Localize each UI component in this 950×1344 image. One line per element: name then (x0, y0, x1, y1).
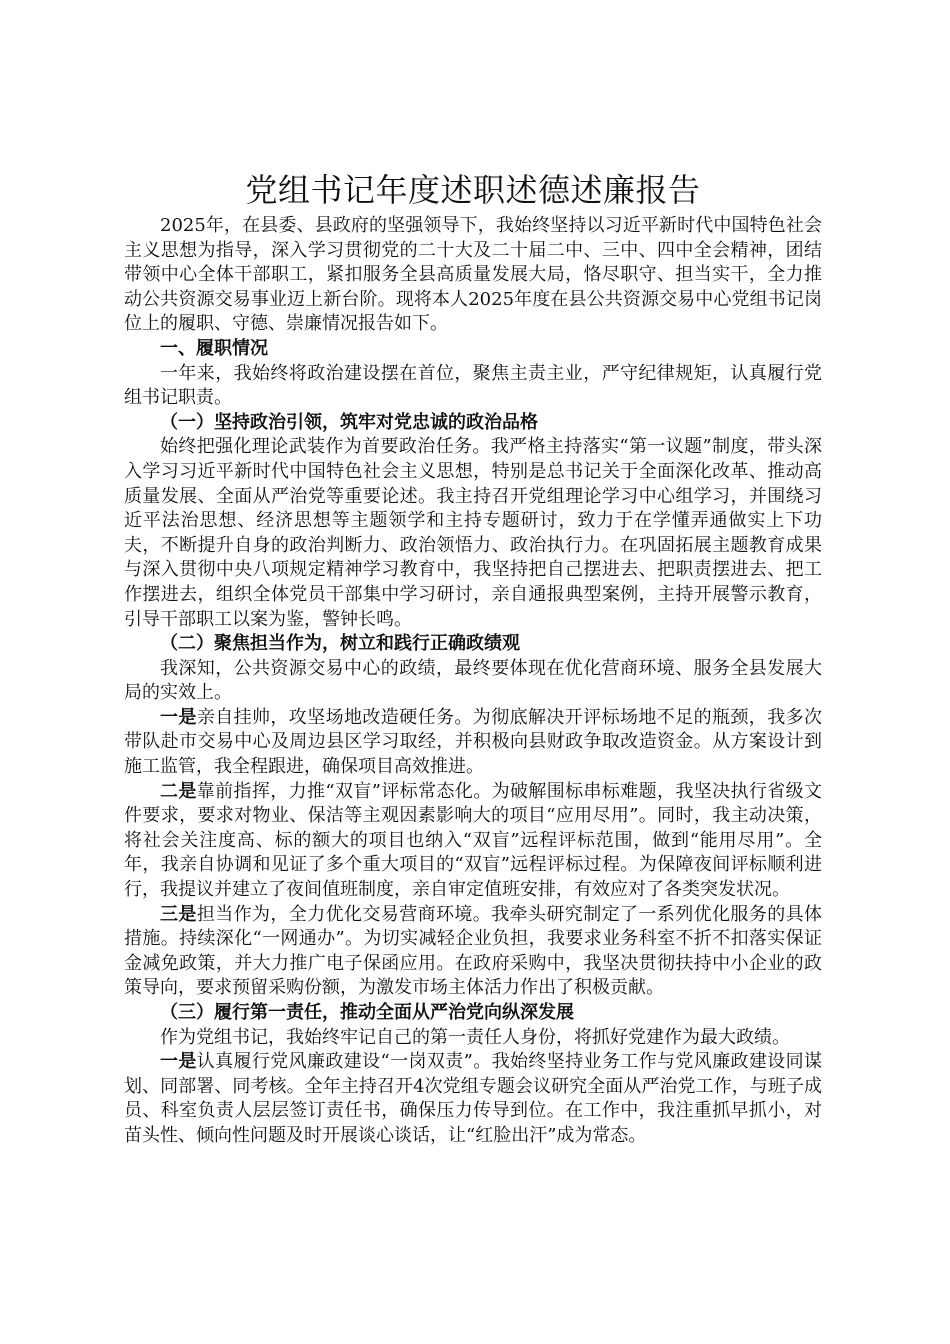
intro-paragraph: 2025年，在县委、县政府的坚强领导下，我始终坚持以习近平新时代中国特色社会主义思想为指导，深入学习贯彻党的二十大及二十届二中、三中、四中全会精神，团结带领中心全体干部职工，紧扣服务全县高质量发展大局，恪尽职守、担当实干，全力推动公共资源交易事业迈上新台阶。现将本人2025年度在县公共资源交易中心党组书记岗位上的履职、守德、崇廉情况报告如下。 (124, 215, 822, 335)
list-item-paragraph (124, 780, 822, 903)
subsection-heading: （三）履行第一责任，推动全面从严治党向纵深发展 (160, 1002, 574, 1023)
list-item-paragraph (124, 1050, 822, 1148)
list-item-lead: 一是 (160, 706, 197, 728)
subsection-intro-paragraph: 作为党组书记，我始终牢记自己的第一责任人身份，将抓好党建作为最大政绩。 (160, 1026, 790, 1048)
list-item-body: 亲自挂帅，攻坚场地改造硬任务。为彻底解决开评标场地不足的瓶颈，我多次带队赴市交易中心及周边县区学习取经，并积极向县财政争取改造资金。从方案设计到施工监管，我全程跟进，确保项目高效推进。 (124, 706, 823, 778)
list-item-body: 担当作为，全力优化交易营商环境。我牵头研究制定了一系列优化服务的具体措施。持续深化“一网通办”。为切实减轻企业负担，我要求业务科室不折不扣落实保证金减免政策，并大力推广电子保函应用。在政府采购中，我坚决贯彻扶持中小企业的政策导向，要求预留采购份额，为激发市场主体活力作出了积极贡献。 (124, 903, 823, 999)
document-title: 党组书记年度述职述德述廉报告 (245, 171, 701, 209)
list-item-body: 靠前指挥，力推“双盲”评标常态化。为破解围标串标难题，我坚决执行省级文件要求，要求对物业、保洁等主观因素影响大的项目“应用尽用”。同时，我主动决策，将社会关注度高、标的额大的项目也纳入“双盲”远程评标范围，做到“能用尽用”。全年，我亲自协调和见证了多个重大项目的“双盲”远程评标过程。为保障夜间评标顺利进行，我提议并建立了夜间值班制度，亲自审定值班安排，有效应对了各类突发状况。 (124, 780, 823, 901)
list-item-paragraph (124, 706, 822, 780)
subsection-paragraph: 始终把强化理论武装作为首要政治任务。我严格主持落实“第一议题”制度，带头深入学习习近平新时代中国特色社会主义思想，特别是总书记关于全面深化改革、推动高质量发展、全面从严治党等重要论述。我主持召开党组理论学习中心组学习，并围绕习近平法治思想、经济思想等主题领学和主持专题研讨，致力于在学懂弄通做实上下功夫，不断提升自身的政治判断力、政治领悟力、政治执行力。在巩固拓展主题教育成果与深入贯彻中央八项规定精神学习教育中，我坚持把自己摆进去、把职责摆进去、把工作摆进去，组织全体党员干部集中学习研讨，亲自通报典型案例，主持开展警示教育，引导干部职工以案为鉴，警钟长鸣。 (124, 436, 822, 630)
subsection-heading: （二）聚焦担当作为，树立和践行正确政绩观 (160, 633, 520, 655)
document-page (124, 168, 822, 1149)
subsection-heading: （一）坚持政治引领，筑牢对党忠诚的政治品格 (160, 411, 538, 433)
subsection-intro-paragraph: 我深知，公共资源交易中心的政绩，最终要体现在优化营商环境、服务全县发展大局的实效上。 (124, 657, 822, 704)
list-item-paragraph (124, 903, 822, 1001)
section-intro-paragraph: 一年来，我始终将政治建设摆在首位，聚焦主责主业，严守纪律规矩，认真履行党组书记职责。 (124, 362, 822, 409)
list-item-body: 认真履行党风廉政建设“一岗双责”。我始终坚持业务工作与党风廉政建设同谋划、同部署、同考核。全年主持召开4次党组专题会议研究全面从严治党工作，与班子成员、科室负责人层层签订责任书，确保压力传导到位。在工作中，我注重抓早抓小，对苗头性、倾向性问题及时开展谈心谈话，让“红脸出汗”成为常态。 (124, 1051, 823, 1146)
list-item-lead: 一是 (160, 1051, 197, 1073)
section-heading: 一、履职情况 (160, 337, 268, 359)
list-item-lead: 三是 (160, 903, 197, 925)
list-item-lead: 二是 (160, 780, 197, 802)
